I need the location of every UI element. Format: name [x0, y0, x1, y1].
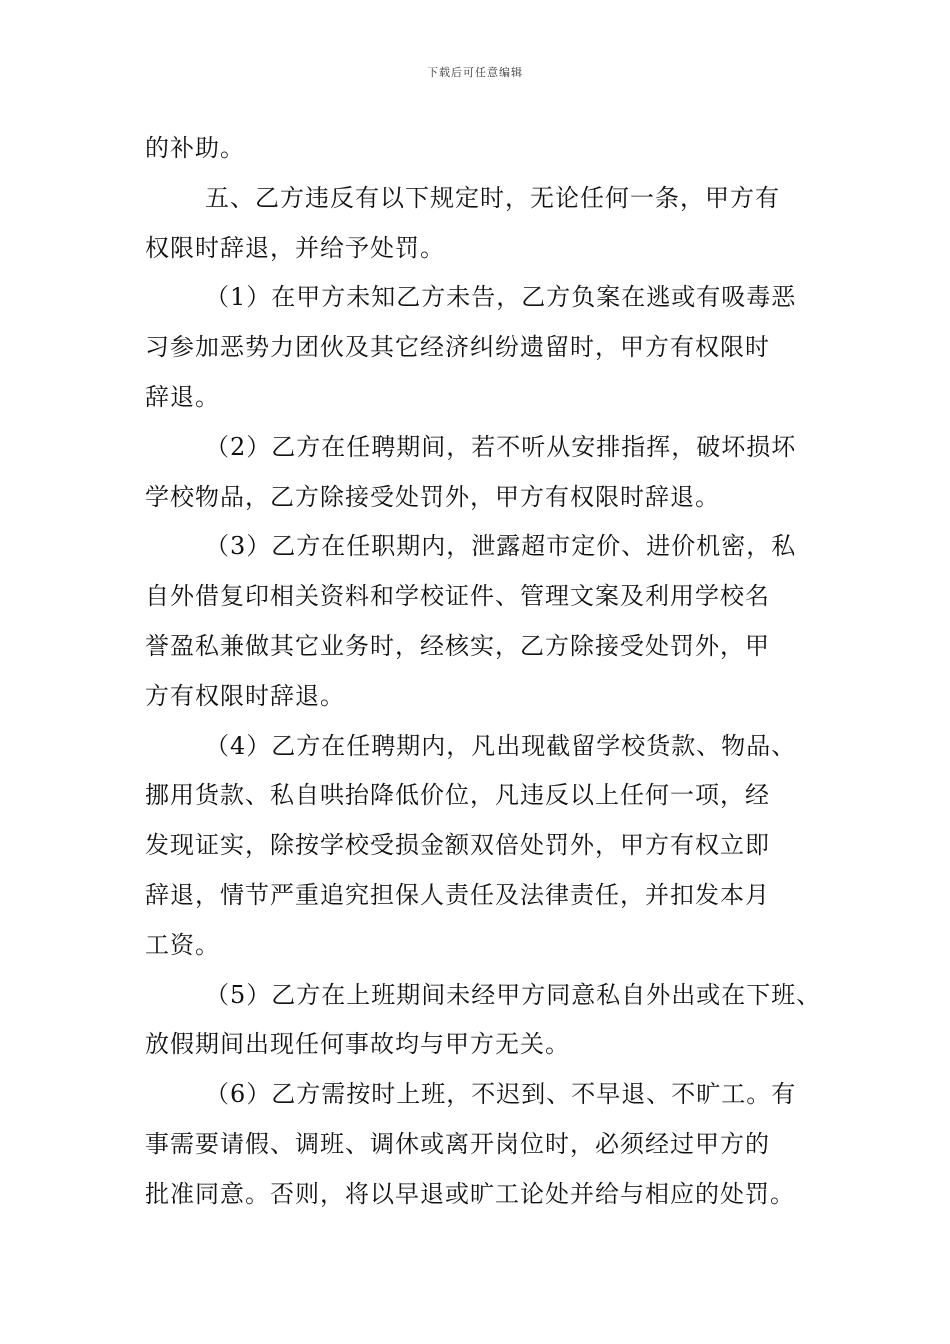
text-line: （3）乙方在任职期内，泄露超市定价、进价机密，私: [205, 532, 797, 561]
paragraph: [145, 722, 835, 971]
paragraph: [145, 971, 835, 1071]
text-line: 事需要请假、调班、调休或离开岗位时，必须经过甲方的: [145, 1129, 770, 1158]
text-line: （4）乙方在任聘期内，凡出现截留学校货款、物品、: [205, 731, 797, 760]
document-body: [145, 124, 835, 1220]
paragraph: [145, 423, 835, 523]
text-line: 学校物品，乙方除接受处罚外，甲方有权限时辞退。: [145, 482, 720, 511]
paragraph: [145, 522, 835, 721]
text-line: （1）在甲方未知乙方未告，乙方负案在逃或有吸毒恶: [205, 283, 797, 312]
text-line: 五、乙方违反有以下规定时，无论任何一条，甲方有: [205, 183, 780, 212]
text-line: （5）乙方在上班期间未经甲方同意私自外出或在下班、: [205, 980, 822, 1009]
paragraph: [145, 1070, 835, 1219]
text-line: （6）乙方需按时上班，不迟到、不早退、不旷工。有: [205, 1080, 797, 1109]
text-line: 发现证实，除按学校受损金额双倍处罚外，甲方有权立即: [145, 831, 770, 860]
paragraph: [145, 174, 835, 274]
text-line: 辞退。: [145, 382, 220, 411]
paragraph: [145, 124, 835, 174]
text-line: 挪用货款、私自哄抬降低价位，凡违反以上任何一项，经: [145, 781, 770, 810]
text-line: 习参加恶势力团伙及其它经济纠纷遗留时，甲方有权限时: [145, 333, 770, 362]
text-line: 工资。: [145, 930, 220, 959]
text-line: 自外借复印相关资料和学校证件、管理文案及利用学校名: [145, 582, 770, 611]
text-line: 的补助。: [145, 134, 245, 162]
text-line: 方有权限时辞退。: [145, 681, 345, 710]
text-line: 权限时辞退，并给予处罚。: [145, 233, 445, 262]
text-line: （2）乙方在任聘期间，若不听从安排指挥，破坏损坏: [205, 432, 797, 461]
text-line: 放假期间出现任何事故均与甲方无关。: [145, 1030, 570, 1059]
text-line: 辞退，情节严重追究担保人责任及法律责任，并扣发本月: [145, 880, 770, 909]
text-line: 誉盈私兼做其它业务时，经核实，乙方除接受处罚外，甲: [145, 631, 770, 660]
page-header: 下载后可任意编辑: [427, 66, 523, 79]
text-line: 批准同意。否则，将以早退或旷工论处并给与相应的处罚。: [145, 1179, 795, 1208]
paragraph: [145, 273, 835, 422]
